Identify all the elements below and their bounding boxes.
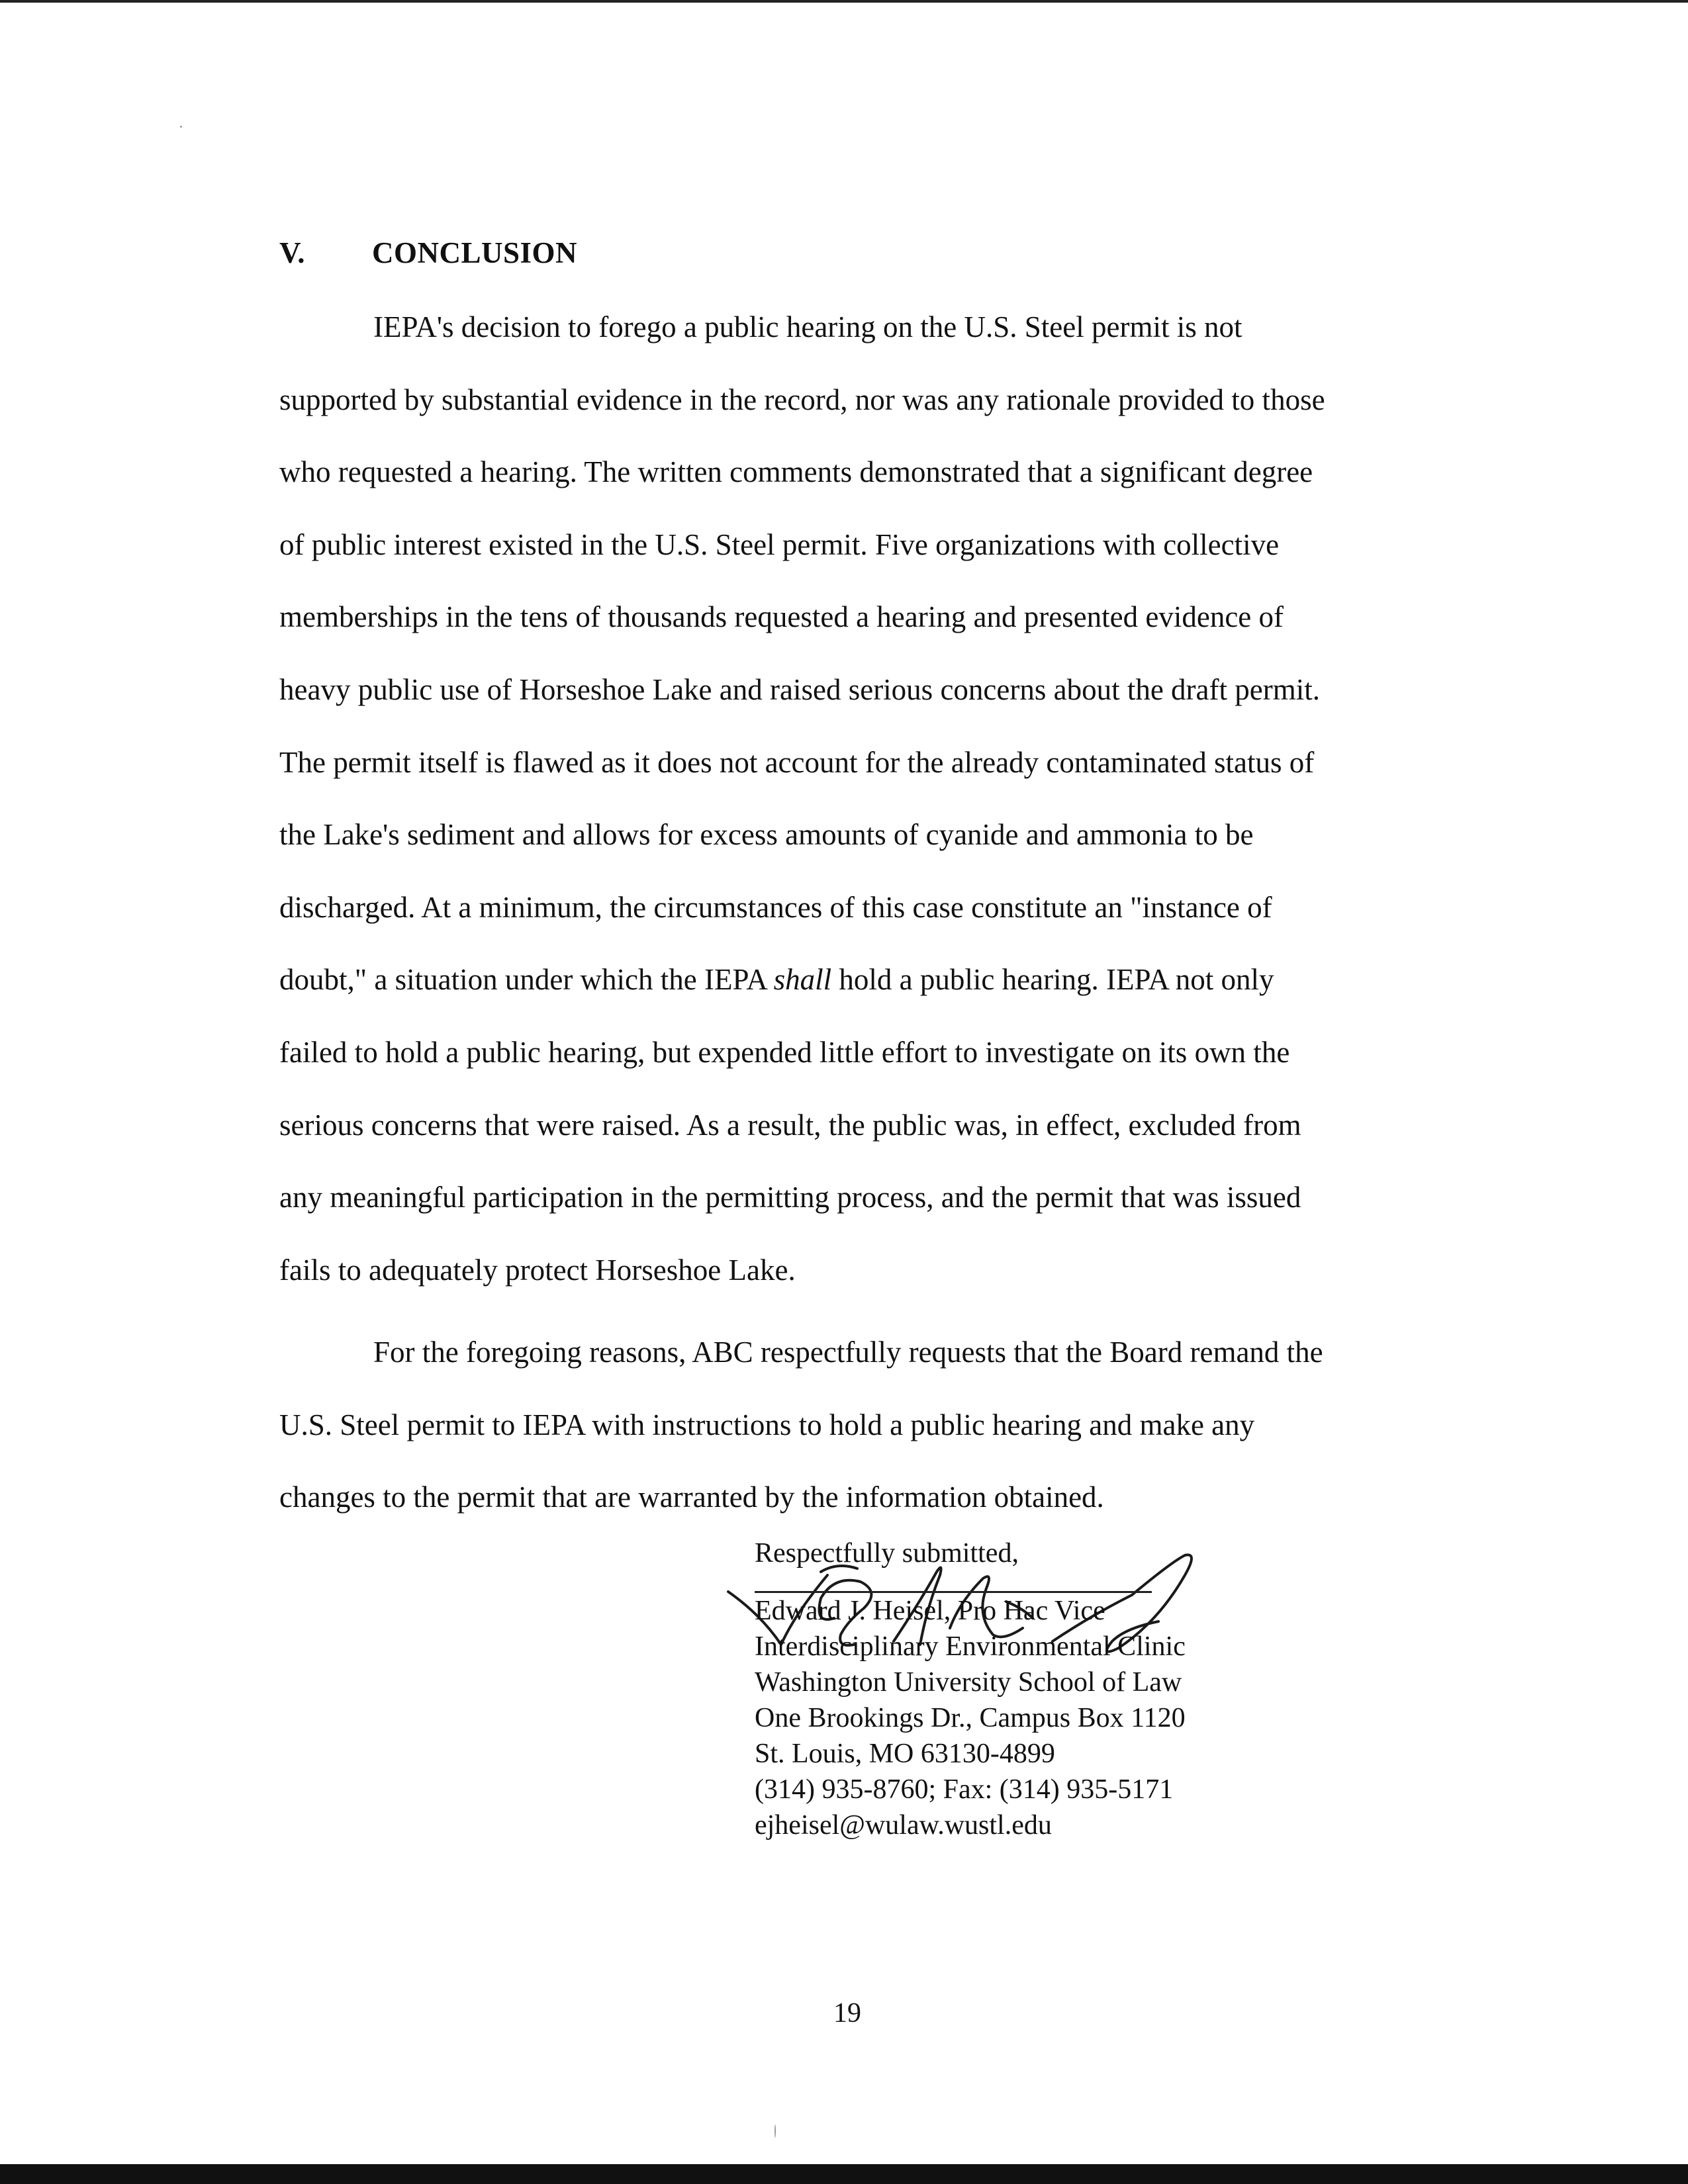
phone-fax: (314) 935-8760; Fax: (314) 935-5171 <box>755 1774 1174 1805</box>
text-line: who requested a hearing. The written comments demonstrated that a significant degree <box>279 455 1313 489</box>
text-segment: doubt," a situation under which the IEPA <box>279 963 774 997</box>
text-line: serious concerns that were raised. As a result, the public was, in effect, excluded from <box>279 1108 1301 1142</box>
text-line: any meaningful participation in the permitting process, and the permit that was issued <box>279 1181 1301 1214</box>
text-line: of public interest existed in the U.S. Steel permit. Five organizations with collective <box>279 527 1280 561</box>
attorney-name: Edward J. Heisel, Pro Hac Vice <box>755 1596 1105 1626</box>
email: ejheisel@wulaw.wustl.edu <box>755 1810 1052 1841</box>
text-line: changes to the permit that are warranted by the information obtained. <box>279 1480 1104 1514</box>
section-title: CONCLUSION <box>372 236 578 269</box>
address-line-2: St. Louis, MO 63130-4899 <box>755 1739 1055 1769</box>
address-line-1: One Brookings Dr., Campus Box 1120 <box>755 1703 1186 1733</box>
scan-speck <box>774 2124 776 2138</box>
text-line: failed to hold a public hearing, but expended little effort to investigate on its own the <box>279 1035 1290 1069</box>
section-number: V. <box>279 236 305 269</box>
text-line: supported by substantial evidence in the record, nor was any rationale provided to those <box>279 383 1325 416</box>
text-line: U.S. Steel permit to IEPA with instructions to hold a public hearing and make any <box>279 1408 1255 1441</box>
conclusion-paragraph-1 <box>279 291 1398 1306</box>
emphasized-word: shall <box>773 963 832 997</box>
text-line: IEPA's decision to forego a public hearing on the U.S. Steel permit is not <box>373 310 1243 343</box>
section-heading <box>279 236 577 270</box>
text-line: The permit itself is flawed as it does not account for the already contaminated status of <box>279 745 1315 779</box>
attorney-info <box>755 1593 1186 1843</box>
text-line: memberships in the tens of thousands requested a hearing and presented evidence of <box>279 600 1284 634</box>
closing: Respectfully submitted, <box>755 1538 1019 1569</box>
page-number: 19 <box>833 1998 861 2028</box>
text-line: heavy public use of Horseshoe Lake and raised serious concerns about the draft permit. <box>279 672 1320 706</box>
text-line: discharged. At a minimum, the circumstances of this case constitute an "instance of <box>279 890 1272 924</box>
text-line-with-emphasis <box>279 944 1398 1017</box>
conclusion-paragraph-2 <box>279 1316 1398 1534</box>
scan-speck <box>180 126 182 128</box>
scan-top-edge <box>0 0 1688 3</box>
school: Washington University School of Law <box>755 1667 1182 1698</box>
text-line: the Lake's sediment and allows for excess amounts of cyanide and ammonia to be <box>279 818 1254 852</box>
signature-block <box>755 1535 1186 1843</box>
text-line: For the foregoing reasons, ABC respectfully requests that the Board remand the <box>373 1336 1323 1369</box>
scan-bottom-edge <box>0 2164 1688 2184</box>
text-line: fails to adequately protect Horseshoe Lake. <box>279 1253 796 1287</box>
text-segment: hold a public hearing. IEPA not only <box>831 963 1274 997</box>
organization: Interdisciplinary Environmental Clinic <box>755 1631 1186 1662</box>
